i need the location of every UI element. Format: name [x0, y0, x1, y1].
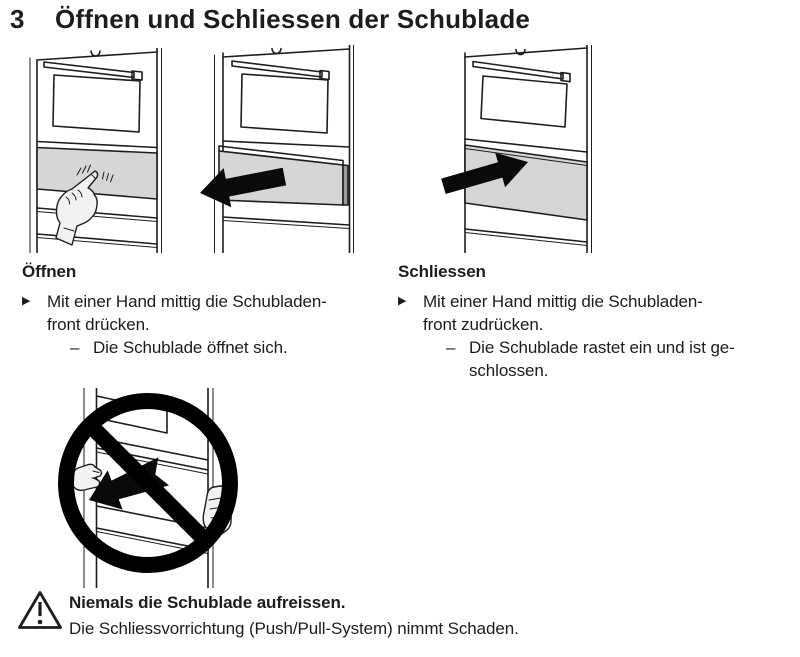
no-pulling-drawer-open-illustration — [55, 388, 255, 588]
close-result-line: Die Schublade rastet ein und ist ge- — [469, 338, 735, 357]
warning-note — [18, 589, 519, 642]
hand-grip-left-icon — [72, 464, 102, 490]
oven-drawer-opening-illustration — [196, 45, 355, 253]
open-step-line: Mit einer Hand mittig die Schubladen- — [47, 292, 327, 311]
step-bullet-icon: ▶ — [22, 295, 31, 307]
close-result — [446, 336, 790, 382]
section-title-text: Öffnen und Schliessen der Schublade — [55, 4, 531, 34]
close-step-line: Mit einer Hand mittig die Schubladen- — [423, 292, 703, 311]
open-result — [70, 336, 387, 359]
figure-drawer-opening — [196, 45, 355, 253]
open-step-line: front drücken. — [47, 315, 150, 334]
step-bullet-icon: ▶ — [398, 295, 407, 307]
figure-drawer-closing — [400, 45, 596, 253]
open-result-line: Die Schublade öffnet sich. — [93, 338, 288, 357]
oven-drawer-press-illustration — [20, 48, 167, 253]
page-title — [10, 4, 530, 35]
warning-triangle-icon — [18, 589, 62, 642]
oven-drawer-closing-illustration — [400, 45, 596, 253]
section-open-title: Öffnen — [22, 262, 77, 281]
section-close — [398, 260, 790, 382]
figure-never-pull-open — [55, 388, 255, 588]
warning-body: Die Schliessvorrichtung (Push/Pull-System) nimmt Schaden. — [69, 619, 519, 638]
figure-press-drawer — [20, 48, 167, 253]
close-step — [398, 290, 790, 382]
section-number: 3 — [10, 4, 25, 34]
result-dash: – — [70, 338, 80, 357]
section-open — [22, 260, 387, 359]
section-close-title: Schliessen — [398, 262, 486, 281]
close-result-line: schlossen. — [469, 361, 549, 380]
close-step-line: front zudrücken. — [423, 315, 544, 334]
warning-title: Niemals die Schublade aufreissen. — [69, 593, 346, 612]
result-dash: – — [446, 338, 456, 357]
open-step — [22, 290, 387, 359]
